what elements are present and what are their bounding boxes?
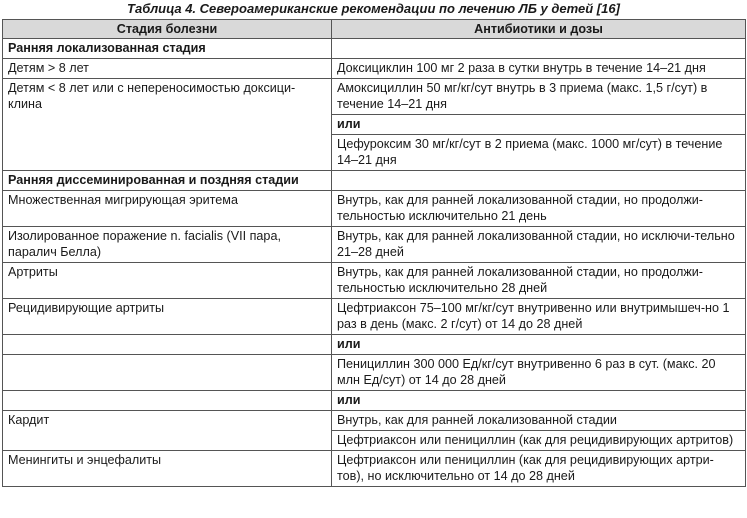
drug-cell: Внутрь, как для ранней локализованной стадии, но продолжи-тельностью исключительно 28 дней (332, 263, 746, 299)
stage-cell: Артриты (3, 263, 332, 299)
stage-cell: Множественная мигрирующая эритема (3, 191, 332, 227)
table-caption: Таблица 4. Североамериканские рекомендации по лечению ЛБ у детей [16] (127, 1, 620, 16)
drug-cell: Внутрь, как для ранней локализованной стадии, но продолжи-тельностью исключительно 21 день (332, 191, 746, 227)
or-label: или (332, 115, 746, 135)
drug-cell: Пенициллин 300 000 Ед/кг/сут внутривенно 6 раз в сут. (макс. 20 млн Ед/сут) от 14 до 28 дней (332, 355, 746, 391)
or-label: или (332, 391, 746, 411)
drug-cell: Цефтриаксон или пенициллин (как для рецидивирующих артритов) (332, 431, 746, 451)
table-row (3, 79, 746, 115)
treatment-table (2, 19, 746, 487)
table-row (3, 263, 746, 299)
empty-cell (3, 355, 332, 391)
empty-cell (332, 39, 746, 59)
stage-cell: Кардит (3, 411, 332, 451)
table-row (3, 299, 746, 335)
drug-cell: Амоксициллин 50 мг/кг/сут внутрь в 3 приема (макс. 1,5 г/сут) в течение 14–21 дня (332, 79, 746, 115)
stage-cell: Детям < 8 лет или с непереносимостью доксици-клина (3, 79, 332, 171)
section-row (3, 171, 746, 191)
header-drugs: Антибиотики и дозы (332, 20, 746, 39)
stage-cell: Менингиты и энцефалиты (3, 451, 332, 487)
table-row (3, 355, 746, 391)
or-label: или (332, 335, 746, 355)
table-row (3, 227, 746, 263)
table-row (3, 191, 746, 227)
drug-cell: Цефтриаксон 75–100 мг/кг/сут внутривенно или внутримышеч-но 1 раз в день (макс. 2 г/сут) от 14 до 28 дней (332, 299, 746, 335)
stage-cell: Рецидивирующие артриты (3, 299, 332, 335)
drug-cell: Внутрь, как для ранней локализованной стадии (332, 411, 746, 431)
table-row (3, 335, 746, 355)
empty-cell (3, 335, 332, 355)
table-header-row (3, 20, 746, 39)
section-title-early-localized: Ранняя локализованная стадия (3, 39, 332, 59)
stage-cell: Детям > 8 лет (3, 59, 332, 79)
drug-cell: Доксициклин 100 мг 2 раза в сутки внутрь в течение 14–21 дня (332, 59, 746, 79)
drug-cell: Внутрь, как для ранней локализованной стадии, но исключи-тельно 21–28 дней (332, 227, 746, 263)
header-stage: Стадия болезни (3, 20, 332, 39)
table-row (3, 59, 746, 79)
table-row (3, 451, 746, 487)
section-title-early-disseminated: Ранняя диссеминированная и поздняя стадии (3, 171, 332, 191)
section-row (3, 39, 746, 59)
stage-cell: Изолированное поражение n. facialis (VII пара, паралич Белла) (3, 227, 332, 263)
table-row (3, 391, 746, 411)
empty-cell (332, 171, 746, 191)
table-row (3, 411, 746, 431)
drug-cell: Цефтриаксон или пенициллин (как для рецидивирующих артри-тов), но исключительно от 14 до 28 дней (332, 451, 746, 487)
drug-cell: Цефуроксим 30 мг/кг/сут в 2 приема (макс. 1000 мг/сут) в течение 14–21 дня (332, 135, 746, 171)
empty-cell (3, 391, 332, 411)
